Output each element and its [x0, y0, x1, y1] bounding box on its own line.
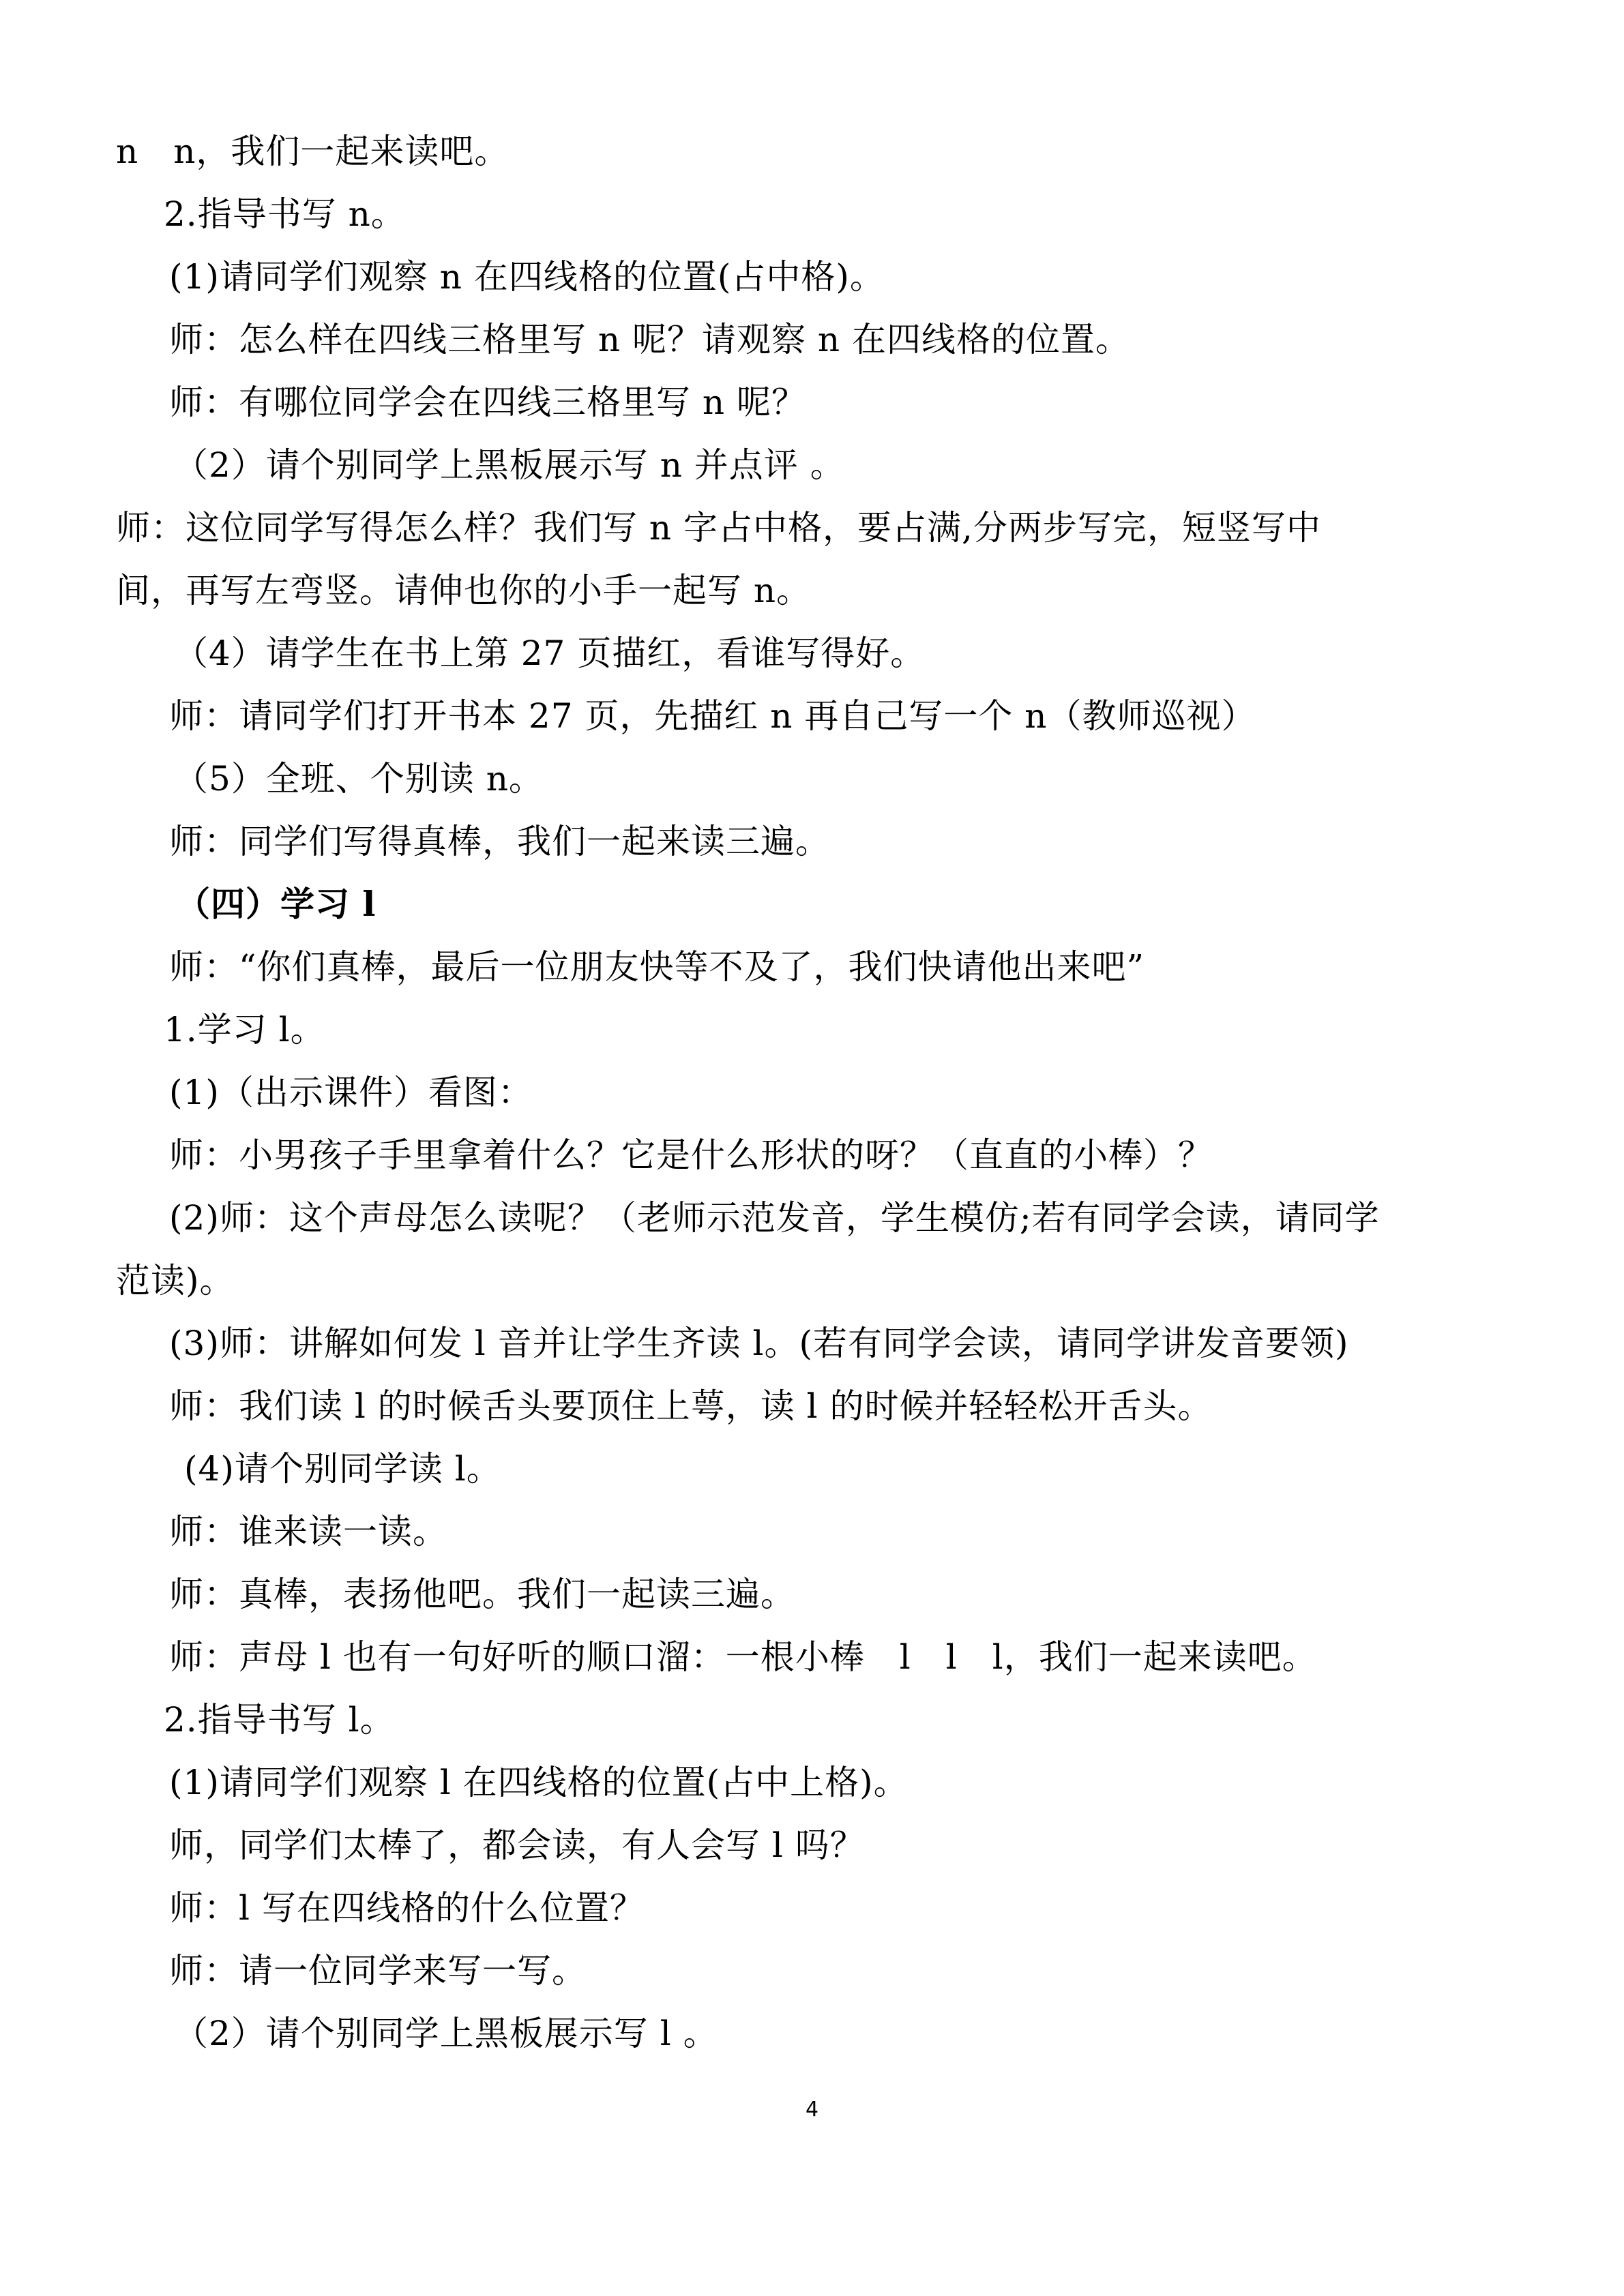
- text-line: 间，再写左弯竖。请伸也你的小手一起写 n。: [116, 571, 812, 610]
- text-line: n n，我们一起来读吧。: [116, 132, 510, 171]
- section-heading: （四）学习 l: [176, 884, 377, 924]
- text-line: 1.学习 l。: [164, 1010, 325, 1049]
- text-line: 师：有哪位同学会在四线三格里写 n 呢？: [169, 383, 806, 422]
- text-line: (3)师：讲解如何发 l 音并让学生齐读 l。(若有同学会读，请同学讲发音要领): [169, 1324, 1349, 1363]
- text-line: 师：同学们写得真棒，我们一起来读三遍。: [169, 822, 830, 861]
- text-line: 2.指导书写 n。: [164, 194, 406, 234]
- text-line: （2）请个别同学上黑板展示写 n 并点评 。: [174, 445, 845, 485]
- text-line: 师：怎么样在四线三格里写 n 呢？请观察 n 在四线格的位置。: [169, 320, 1130, 359]
- text-line: 师：我们读 l 的时候舌头要顶住上萼，读 l 的时候并轻轻松开舌头。: [169, 1386, 1213, 1426]
- text-line: 师：声母 l 也有一句好听的顺口溜：一根小棒 l l l，我们一起来读吧。: [169, 1637, 1317, 1677]
- text-line: 师：真棒，表扬他吧。我们一起读三遍。: [169, 1575, 795, 1614]
- text-line: （2）请个别同学上黑板展示写 l 。: [174, 2014, 718, 2053]
- text-line: (4)请个别同学读 l。: [184, 1449, 501, 1489]
- text-line: （5）全班、个别读 n。: [174, 759, 544, 799]
- text-line: 2.指导书写 l。: [164, 1700, 395, 1740]
- page-number: 4: [805, 2098, 819, 2121]
- text-line: 师：请同学们打开书本 27 页，先描红 n 再自己写一个 n（教师巡视）: [169, 696, 1256, 736]
- text-line: 师：请一位同学来写一写。: [169, 1951, 587, 1991]
- text-line: (2)师：这个声母怎么读呢？（老师示范发音，学生模仿;若有同学会读，请同学: [169, 1198, 1380, 1238]
- text-line: 师：“你们真棒，最后一位朋友快等不及了，我们快请他出来吧”: [169, 947, 1145, 987]
- text-line: (1)（出示课件）看图：: [169, 1073, 533, 1112]
- text-line: 师，同学们太棒了，都会读，有人会写 l 吗？: [169, 1825, 865, 1865]
- text-line: 师：谁来读一读。: [169, 1512, 447, 1551]
- text-line: 师：l 写在四线格的什么位置？: [169, 1888, 645, 1928]
- text-line: 师：这位同学写得怎么样？我们写 n 字占中格，要占满,分两步写完，短竖写中: [116, 508, 1321, 548]
- text-line: 范读)。: [116, 1261, 235, 1300]
- text-line: (1)请同学们观察 n 在四线格的位置(占中格)。: [169, 257, 885, 297]
- text-line: (1)请同学们观察 l 在四线格的位置(占中上格)。: [169, 1763, 909, 1802]
- text-line: （4）请学生在书上第 27 页描红，看谁写得好。: [174, 633, 926, 673]
- text-line: 师：小男孩子手里拿着什么？它是什么形状的呀？（直直的小棒）？: [169, 1135, 1213, 1175]
